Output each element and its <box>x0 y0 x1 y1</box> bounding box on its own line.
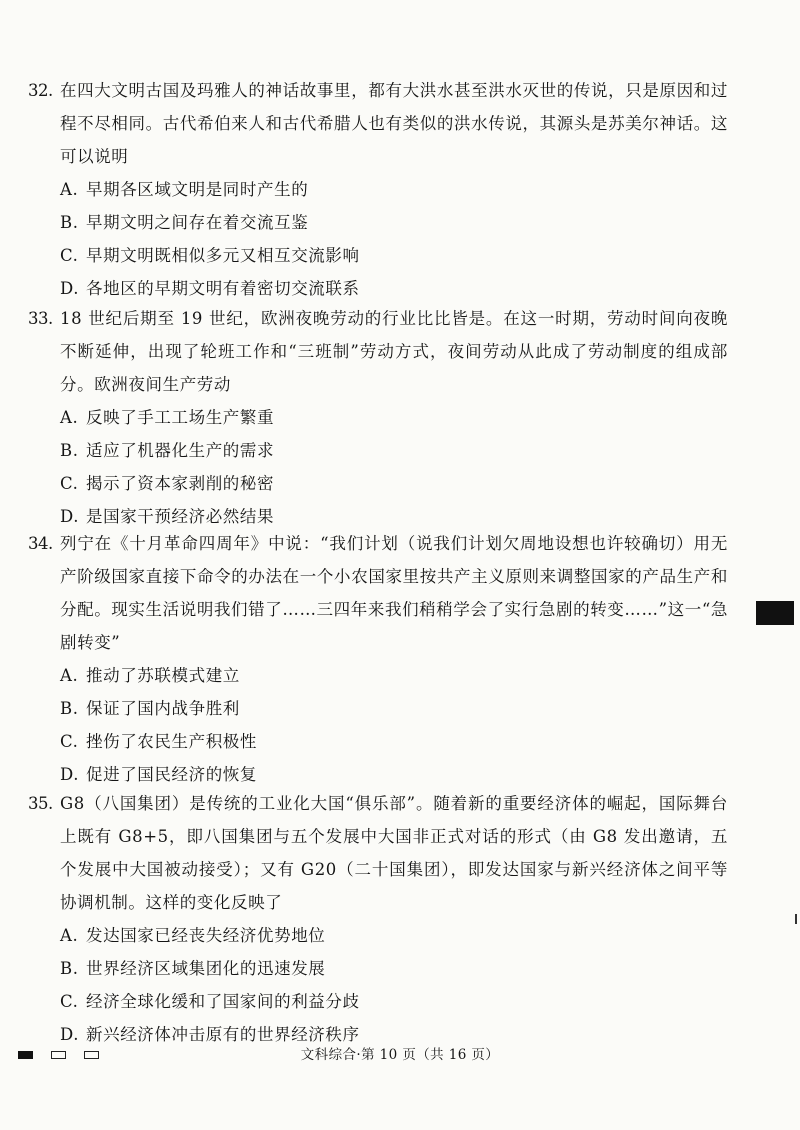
option-text: 保证了国内战争胜利 <box>86 699 240 718</box>
option-b <box>60 206 728 239</box>
option-letter: D. <box>60 765 80 784</box>
question-34 <box>28 527 728 791</box>
option-b <box>60 952 728 985</box>
question-stem: G8（八国集团）是传统的工业化大国“俱乐部”。随着新的重要经济体的崛起，国际舞台上既有 G8+5，即八国集团与五个发展中大国非正式对话的形式（由 G8 发出邀请，五个发展中大国被动接受）；又有 G20（二十国集团），即发达国家与新兴经济体之间平等协调机制。这样的变化反映了 <box>60 794 728 912</box>
option-text: 世界经济区域集团化的迅速发展 <box>86 959 326 978</box>
question-32 <box>28 74 728 305</box>
question-number: 33. <box>28 309 53 328</box>
option-letter: D. <box>60 507 80 526</box>
options-list <box>60 173 728 305</box>
option-letter: D. <box>60 1025 80 1044</box>
option-text: 是国家干预经济必然结果 <box>86 507 275 526</box>
option-letter: A. <box>60 666 79 685</box>
option-a <box>60 659 728 692</box>
option-letter: B. <box>60 959 79 978</box>
page-footer: 文科综合·第 10 页（共 16 页） <box>300 1047 500 1063</box>
question-35 <box>28 787 728 1051</box>
option-c <box>60 467 728 500</box>
option-b <box>60 692 728 725</box>
option-c <box>60 985 728 1018</box>
option-b <box>60 434 728 467</box>
question-stem: 列宁在《十月革命四周年》中说：“我们计划（说我们计划欠周地设想也许较确切）用无产阶级国家直接下命令的办法在一个小农国家里按共产主义原则来调整国家的产品生产和分配。现实生活说明我们错了……三四年来我们稍稍学会了实行急剧的转变……”这一“急剧转变” <box>60 534 728 652</box>
option-letter: C. <box>60 992 79 1011</box>
option-text: 揭示了资本家剥削的秘密 <box>86 474 275 493</box>
option-text: 各地区的早期文明有着密切交流联系 <box>86 279 360 298</box>
question-stem: 在四大文明古国及玛雅人的神话故事里，都有大洪水甚至洪水灭世的传说，只是原因和过程不尽相同。古代希伯来人和古代希腊人也有类似的洪水传说，其源头是苏美尔神话。这可以说明 <box>60 81 728 166</box>
option-text: 推动了苏联模式建立 <box>86 666 240 685</box>
option-text: 早期文明之间存在着交流互鉴 <box>86 213 309 232</box>
options-list <box>60 919 728 1051</box>
option-letter: A. <box>60 926 79 945</box>
question-33 <box>28 302 728 533</box>
option-letter: C. <box>60 474 79 493</box>
option-a <box>60 919 728 952</box>
option-letter: B. <box>60 441 79 460</box>
margin-tab-mark <box>756 601 794 625</box>
option-text: 反映了手工工场生产繁重 <box>86 408 275 427</box>
option-letter: C. <box>60 246 79 265</box>
options-list <box>60 401 728 533</box>
question-number: 35. <box>28 794 53 813</box>
option-c <box>60 239 728 272</box>
option-letter: A. <box>60 180 79 199</box>
option-c <box>60 725 728 758</box>
option-letter: A. <box>60 408 79 427</box>
option-letter: D. <box>60 279 80 298</box>
option-text: 早期文明既相似多元又相互交流影响 <box>86 246 360 265</box>
option-text: 促进了国民经济的恢复 <box>86 765 257 784</box>
option-text: 经济全球化缓和了国家间的利益分歧 <box>86 992 360 1011</box>
question-number: 32. <box>28 81 53 100</box>
option-text: 发达国家已经丧失经济优势地位 <box>86 926 326 945</box>
option-text: 早期各区域文明是同时产生的 <box>86 180 309 199</box>
option-text: 新兴经济体冲击原有的世界经济秩序 <box>86 1025 360 1044</box>
question-stem: 18 世纪后期至 19 世纪，欧洲夜晚劳动的行业比比皆是。在这一时期，劳动时间向夜晚不断延伸，出现了轮班工作和“三班制”劳动方式，夜间劳动从此成了劳动制度的组成部分。欧洲夜间生产劳动 <box>60 309 728 394</box>
option-letter: B. <box>60 213 79 232</box>
option-text: 挫伤了农民生产积极性 <box>86 732 257 751</box>
question-number: 34. <box>28 534 53 553</box>
option-a <box>60 173 728 206</box>
option-letter: B. <box>60 699 79 718</box>
option-letter: C. <box>60 732 79 751</box>
option-a <box>60 401 728 434</box>
margin-tick-mark <box>795 914 797 924</box>
option-d <box>60 272 728 305</box>
option-text: 适应了机器化生产的需求 <box>86 441 275 460</box>
options-list <box>60 659 728 791</box>
